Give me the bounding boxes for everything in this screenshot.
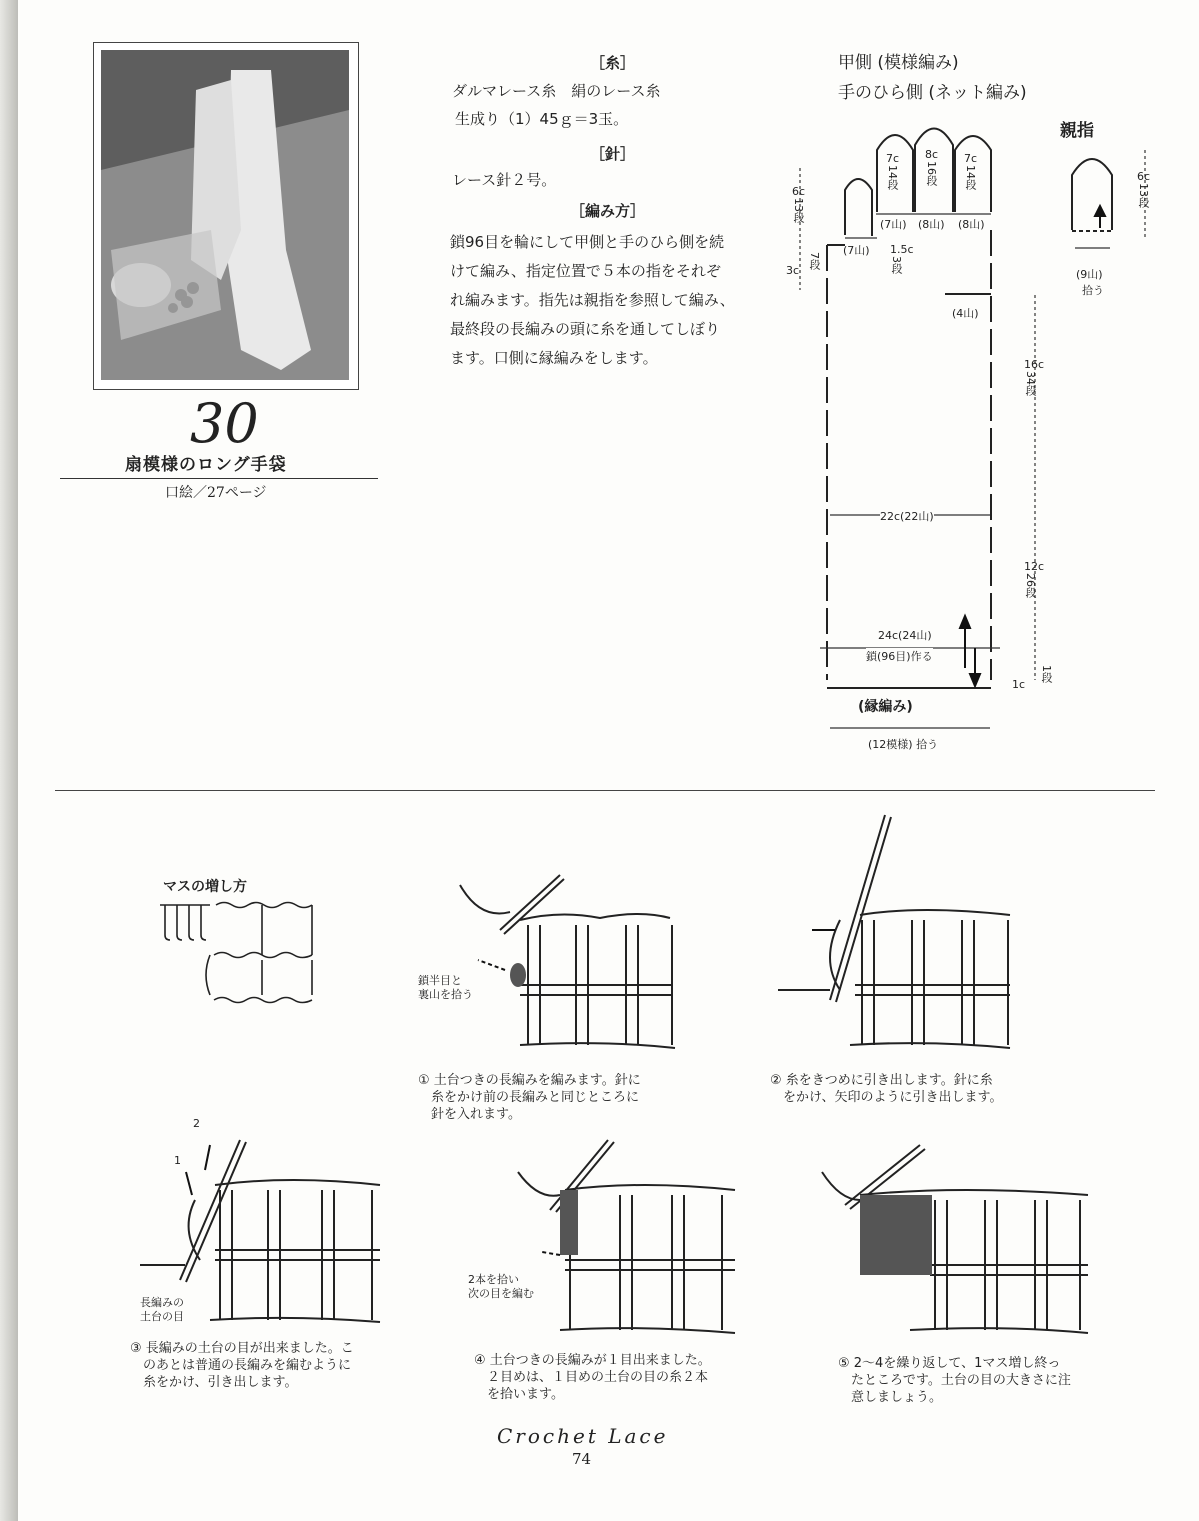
step1-note: 鎖半目と 裏山を拾う (418, 974, 473, 1001)
mid-height-rows: 3段 (890, 256, 903, 274)
product-photo (93, 42, 359, 390)
finger3-width: (8山) (958, 218, 985, 231)
diagram-title-1: 甲側 (模様編み) (838, 53, 959, 73)
yarn-line-2: 生成り（1）45ｇ＝3玉。 (455, 110, 629, 128)
thumb-height-rows: 13段 (1137, 183, 1150, 208)
finger2-rows: 16段 (925, 161, 938, 186)
right2-height-label (1024, 560, 1044, 598)
right1-height-rows: 34段 (1024, 371, 1037, 396)
left2-height-rows: 7段 (808, 252, 821, 270)
title-rule (60, 478, 378, 479)
right2-height-cm: 12c (1024, 560, 1045, 573)
bottom-height-cm: 1c (1012, 678, 1026, 691)
method-line: れ編みます。指先は親指を参照して編み、 (450, 291, 735, 309)
diagram-title-2: 手のひら側 (ネット編み) (838, 83, 1027, 103)
howto-title: マスの増し方 (163, 879, 247, 895)
mid-height-cm: 1.5c (890, 243, 914, 256)
edging-pick: (12模様) 拾う (868, 738, 939, 751)
step2-illustration (775, 810, 1020, 1060)
method-header: ［編み方］ (570, 202, 646, 220)
increase-chart-symbols (150, 895, 340, 1010)
step1-caption: ① 土台つきの長編みを編みます。針に 糸をかけ前の長編みと同じところに 針を入れます。 (418, 1073, 641, 1122)
finger2-label (925, 148, 938, 186)
page-number: 74 (572, 1450, 592, 1468)
finger3-label (964, 152, 977, 190)
thumb-width: (9山) (1076, 268, 1103, 281)
method-line: 最終段の長編みの頭に糸を通してしぼり (450, 320, 721, 338)
left-height-rows: 13段 (792, 198, 805, 223)
finger3-cm: 7c (964, 152, 978, 165)
bottom-height-rows: 1段 (1040, 665, 1053, 683)
method-line: ます。口側に縁編みをします。 (450, 349, 658, 367)
step5-illustration (815, 1140, 1095, 1350)
thumb-pick: 拾う (1082, 284, 1104, 297)
middle-width: 22c(22山) (880, 510, 934, 523)
yarn-line-1: ダルマレース糸 絹のレース糸 (452, 82, 661, 100)
bottom-width: 24c(24山) (878, 629, 932, 642)
step1-illustration (440, 865, 680, 1060)
mid-height-label (890, 243, 914, 274)
step3-arrow-1: 1 (174, 1154, 181, 1167)
chain-start: 鎖(96目)作る (866, 650, 933, 663)
reference-page: 口絵／27ページ (165, 485, 267, 501)
series-title: Crochet Lace (497, 1424, 669, 1448)
finger1-label (886, 152, 899, 190)
thumb-height-cm: 6c (1137, 170, 1151, 183)
needle-line: レース針２号。 (452, 171, 557, 189)
step3-caption: ③ 長編みの土台の目が出来ました。こ のあとは普通の長編みを編むように 糸をかけ、引き出します。 (130, 1341, 354, 1390)
finger3-rows: 14段 (964, 165, 977, 190)
right1-height-cm: 16c (1024, 358, 1045, 371)
left2-height-cm: 3c (786, 264, 800, 277)
step4-illustration (500, 1135, 740, 1345)
step4-caption: ④ 土台つきの長編みが１目出来ました。 ２目めは、１目めの土台の目の糸２本 を拾います。 (474, 1353, 711, 1402)
pinky-width: (7山) (843, 244, 870, 257)
step4-note: 2本を拾い 次の目を編む (468, 1273, 534, 1300)
finger2-width: (8山) (918, 218, 945, 231)
pattern-number: 30 (190, 392, 259, 455)
glove-diagram (780, 110, 1180, 760)
left-height-label (792, 185, 805, 223)
finger1-width: (7山) (880, 218, 907, 231)
section-separator (55, 790, 1155, 791)
finger2-cm: 8c (925, 148, 939, 161)
finger1-rows: 14段 (886, 165, 899, 190)
page-binding-shadow (0, 0, 18, 1521)
left-height-cm: 6c (792, 185, 806, 198)
pattern-title: 扇模様のロング手袋 (125, 455, 287, 475)
method-line: けて編み、指定位置で５本の指をそれぞ (450, 262, 721, 280)
method-text (450, 228, 735, 373)
thumb-opening-width: (4山) (952, 307, 979, 320)
method-line: 鎖96目を輪にして甲側と手のひら側を続 (450, 233, 725, 251)
thumb-height-label (1137, 170, 1150, 208)
edging-label: (縁編み) (858, 699, 913, 715)
step5-caption: ⑤ 2～4を繰り返して、1マス増し終っ たところです。土台の目の大きさに注 意しましょう。 (838, 1356, 1071, 1405)
thumb-title: 親指 (1060, 121, 1094, 141)
step2-caption: ② 糸をきつめに引き出します。針に糸 をかけ、矢印のように引き出します。 (770, 1073, 1003, 1105)
step3-arrow-2: 2 (193, 1117, 200, 1130)
right1-height-label (1024, 358, 1044, 396)
needle-header: ［針］ (590, 145, 636, 163)
yarn-header: ［糸］ (590, 54, 636, 72)
finger1-cm: 7c (886, 152, 900, 165)
right2-height-rows: 26段 (1024, 573, 1037, 598)
gloves-photo-image (101, 50, 349, 380)
step3-note: 長編みの 土台の目 (140, 1296, 184, 1323)
